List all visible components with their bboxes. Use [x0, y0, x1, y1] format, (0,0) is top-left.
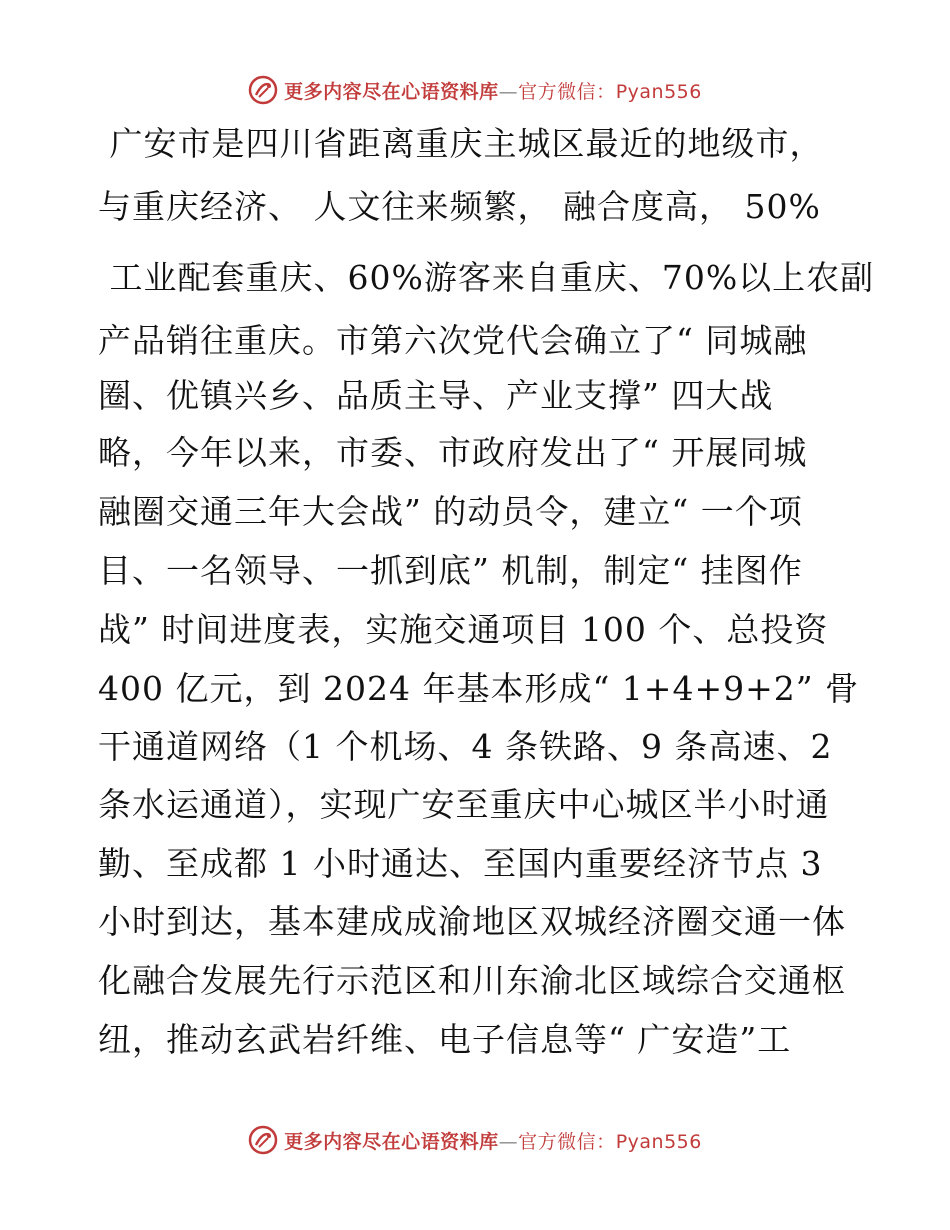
footer-wechat-label: 官方微信： [518, 1130, 616, 1153]
header-wechat-account: Pyan556 [615, 80, 702, 103]
header-watermark-text [284, 77, 702, 104]
header-separator: — [498, 80, 519, 103]
body-line-6: 略，今年以来，市委、市政府发出了“ 开展同城 [98, 433, 808, 472]
body-line-16: 纽，推动玄武岩纤维、电子信息等“ 广安造”工 [98, 1020, 792, 1059]
footer-watermark-banner [0, 1122, 950, 1158]
body-line-2: 与重庆经济、 人文往来频繁， 融合度高， 50% [98, 187, 821, 226]
body-line-12: 条水运通道），实现广安至重庆中心城区半小时通 [98, 785, 830, 824]
body-line-15: 化融合发展先行示范区和川东渝北区域综合交通枢 [98, 961, 846, 1000]
body-line-8: 目、一名领导、一抓到底” 机制，制定“ 挂图作 [98, 551, 803, 590]
footer-wechat-account: Pyan556 [615, 1130, 702, 1153]
brand-logo-icon [248, 1125, 278, 1155]
body-line-4: 产品销往重庆。市第六次党代会确立了“ 同城融 [98, 321, 808, 360]
header-wechat-label: 官方微信： [518, 80, 616, 103]
body-line-13: 勤、至成都 1 小时通达、至国内重要经济节点 3 [98, 844, 823, 883]
body-line-1: 广安市是四川省距离重庆主城区最近的地级市， [98, 124, 824, 163]
body-line-9: 战” 时间进度表，实施交通项目 100 个、总投资 [98, 610, 829, 649]
header-brand: 更多内容尽在心语资料库 [284, 80, 499, 103]
body-line-5: 圈、优镇兴乡、品质主导、产业支撑” 四大战 [98, 376, 774, 415]
footer-separator: — [498, 1130, 519, 1153]
brand-logo-icon [248, 75, 278, 105]
header-watermark-banner [0, 72, 950, 108]
footer-watermark-text [284, 1127, 702, 1154]
body-line-10: 400 亿元，到 2024 年基本形成“ 1+4+9+2” 骨 [98, 669, 860, 708]
body-line-3: 工业配套重庆、60%游客来自重庆、70%以上农副 [98, 258, 875, 297]
body-line-14: 小时到达，基本建成成渝地区双城经济圈交通一体 [98, 902, 846, 941]
body-line-7: 融圈交通三年大会战” 的动员令，建立“ 一个项 [98, 492, 803, 531]
body-line-11: 干通道网络（1 个机场、4 条铁路、9 条高速、2 [98, 727, 833, 766]
footer-brand: 更多内容尽在心语资料库 [284, 1130, 499, 1153]
